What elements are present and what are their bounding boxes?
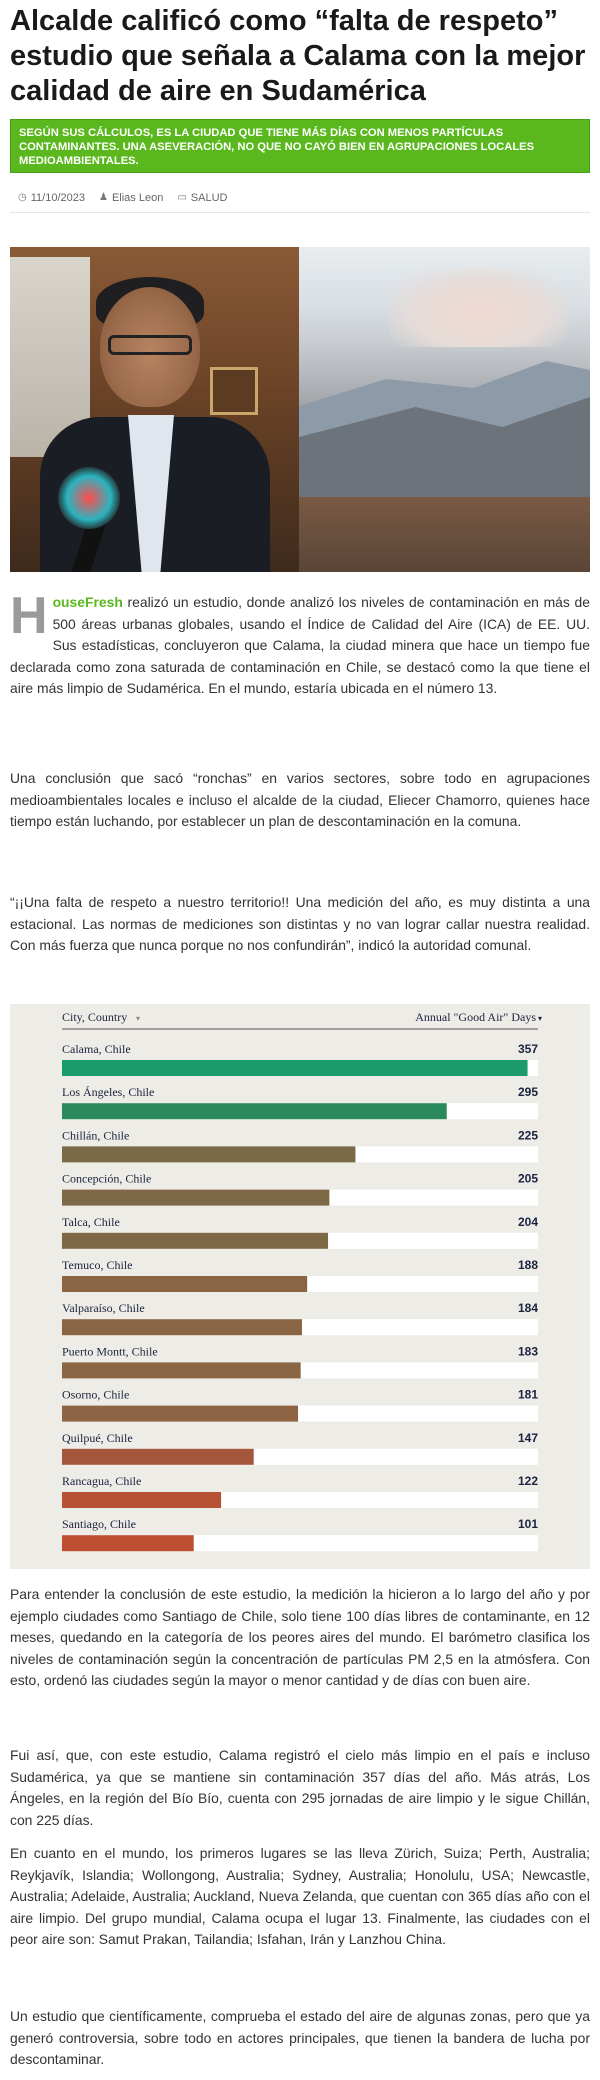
bar: [62, 1492, 221, 1508]
bar-label: Osorno, Chile: [62, 1387, 130, 1402]
bar-value-label: 357: [517, 1042, 538, 1056]
bar: [62, 1146, 355, 1162]
mine-landscape-photo: [299, 247, 590, 572]
bar-label: Chillán, Chile: [62, 1128, 130, 1143]
bar-value-label: 183: [517, 1344, 538, 1359]
bar-value-label: 184: [517, 1301, 538, 1316]
bar-value-label: 204: [517, 1214, 538, 1229]
meta-author[interactable]: [99, 192, 163, 204]
mayor-photo: [10, 247, 299, 572]
bar: [62, 1319, 302, 1335]
sort-caret-icon[interactable]: ▾: [538, 1014, 543, 1023]
bar-value-label: 122: [517, 1474, 538, 1488]
bar-label: Temuco, Chile: [62, 1258, 133, 1272]
bar: [62, 1362, 301, 1378]
paragraph-5: Fui así, que, con este estudio, Calama registró el cielo más limpio en el país e incluso Sudamérica, ya que se mantiene sin contaminación 357 días del año. Más atrás, Los Ángeles, en la región del Bío Bío, cuenta con 295 jornadas de aire limpio y le sigue Chillán, con 225 días.: [10, 1747, 590, 1828]
bar-label: Puerto Montt, Chile: [62, 1344, 158, 1359]
article-meta: [10, 183, 590, 213]
bar-label: Concepción, Chile: [62, 1171, 152, 1186]
bar: [62, 1103, 447, 1119]
bar-label: Rancagua, Chile: [62, 1474, 142, 1488]
dropcap: H: [10, 587, 48, 645]
paragraph-1-text: realizó un estudio, donde analizó los niveles de contaminación en más de 500 áreas urbanas globales, usando el Índice de Calidad del Aire (ICA) de EE. UU. Sus estadísticas, concluyeron que Calama, la ciudad minera que hace un tiempo fue declarada como zona saturada de contaminación en Chile, se destacó como la que tiene el aire más limpio de Sudamérica. En el mundo, estaría ubicada en el número 13.: [10, 594, 590, 697]
clock-icon: ◷: [18, 192, 27, 203]
meta-author-text: Elias Leon: [111, 191, 164, 204]
chart-header-city[interactable]: City, Country: [62, 1010, 128, 1024]
bar: [62, 1060, 528, 1076]
bar-label: Los Ángeles, Chile: [62, 1085, 155, 1100]
bar: [62, 1535, 194, 1551]
paragraph-2: Una conclusión que sacó “ronchas” en varios sectores, sobre todo en agrupaciones medioambientales locales e incluso el alcalde de la ciudad, Eliecer Chamorro, quienes hace tiempo están luchando, por establecer un plan de descontaminación en la comuna.: [10, 770, 590, 830]
bar-value-label: 295: [517, 1085, 538, 1100]
bar: [62, 1406, 298, 1422]
bar-value-label: 205: [517, 1171, 538, 1186]
microphone-icon: [58, 467, 120, 529]
bar-label: Santiago, Chile: [62, 1517, 136, 1532]
bar: [62, 1233, 328, 1249]
folder-icon: ▭: [177, 192, 187, 203]
article-headline: Alcalde calificó como “falta de respeto” estudio que señala a Calama con la mejor calidad de aire en Sudamérica: [10, 5, 586, 107]
bar: [62, 1190, 329, 1206]
bar-label: Valparaíso, Chile: [62, 1301, 145, 1316]
bar-label: Quilpué, Chile: [62, 1430, 133, 1445]
paragraph-6: En cuanto en el mundo, los primeros lugares se las lleva Zürich, Suiza; Perth, Australia; Reykjavík, Islandia; Wollongong, Australia; Sydney, Australia; Honolulu, USA; Newcastle, Australia; Adelaide, Australia; Auckland, Nueva Zelanda, que cuentan con 365 días año con el aire limpio. Del grupo mundial, Calama ocupa el lugar 13. Finalmente, las ciudades con el peor aire son: Samut Prakan, Tailandia; Isfahan, Irán y Lanzhou China.: [10, 1845, 590, 1948]
chart-svg: [10, 1004, 590, 1569]
bar-label: Talca, Chile: [62, 1214, 120, 1229]
article-lead: SEGÚN SUS CÁLCULOS, ES LA CIUDAD QUE TIENE MÁS DÍAS CON MENOS PARTÍCULAS CONTAMINANTES. UNA ASEVERACIÓN, NO QUE NO CAYÓ BIEN EN AGRUPACIONES LOCALES MEDIOAMBIENTALES.: [10, 119, 590, 173]
meta-category-text: SALUD: [190, 191, 228, 204]
good-air-days-chart: [10, 1004, 590, 1569]
meta-category[interactable]: [177, 192, 227, 204]
bar-value-label: 188: [517, 1258, 538, 1272]
chart-header-days[interactable]: Annual "Good Air" Days: [415, 1010, 536, 1024]
user-icon: ♟: [98, 192, 108, 203]
brand-link[interactable]: ouseFresh: [52, 594, 123, 610]
meta-date-text: 11/10/2023: [30, 191, 85, 204]
bar-value-label: 101: [517, 1517, 538, 1532]
hero-image: [10, 247, 590, 572]
sort-caret-icon[interactable]: ▾: [136, 1014, 141, 1023]
bar: [62, 1449, 254, 1465]
paragraph-1: [10, 587, 590, 700]
bar: [62, 1276, 307, 1292]
paragraph-4: Para entender la conclusión de este estudio, la medición la hicieron a lo largo del año y por ejemplo ciudades como Santiago de Chile, solo tiene 100 días libres de contaminante, en 12 meses, quedando en la categoría de los peores aires del mundo. El barómetro clasifica los niveles de contaminación según la concentración de partículas PM 2,5 en la atmósfera. Con esto, ordenó las ciudades según la mayor o menor cantidad y de días con buen aire.: [10, 1586, 590, 1689]
bar-value-label: 147: [517, 1430, 538, 1445]
paragraph-7: Un estudio que científicamente, comprueba el estado del aire de algunas zonas, pero que ya generó controversia, sobre todo en actores principales, que tienen la bandera de lucha por descontaminar.: [10, 2008, 590, 2068]
paragraph-3: “¡¡Una falta de respeto a nuestro territorio!! Una medición del año, es muy distinta a una estacional. Las normas de mediciones son distintas y no van lograr callar nuestra realidad. Con más fuerza que nunca porque no nos confundirán”, indicó la autoridad comunal.: [10, 894, 590, 954]
meta-date[interactable]: [18, 192, 85, 204]
bar-label: Calama, Chile: [62, 1042, 131, 1056]
bar-value-label: 181: [517, 1387, 538, 1402]
bar-value-label: 225: [517, 1128, 538, 1143]
